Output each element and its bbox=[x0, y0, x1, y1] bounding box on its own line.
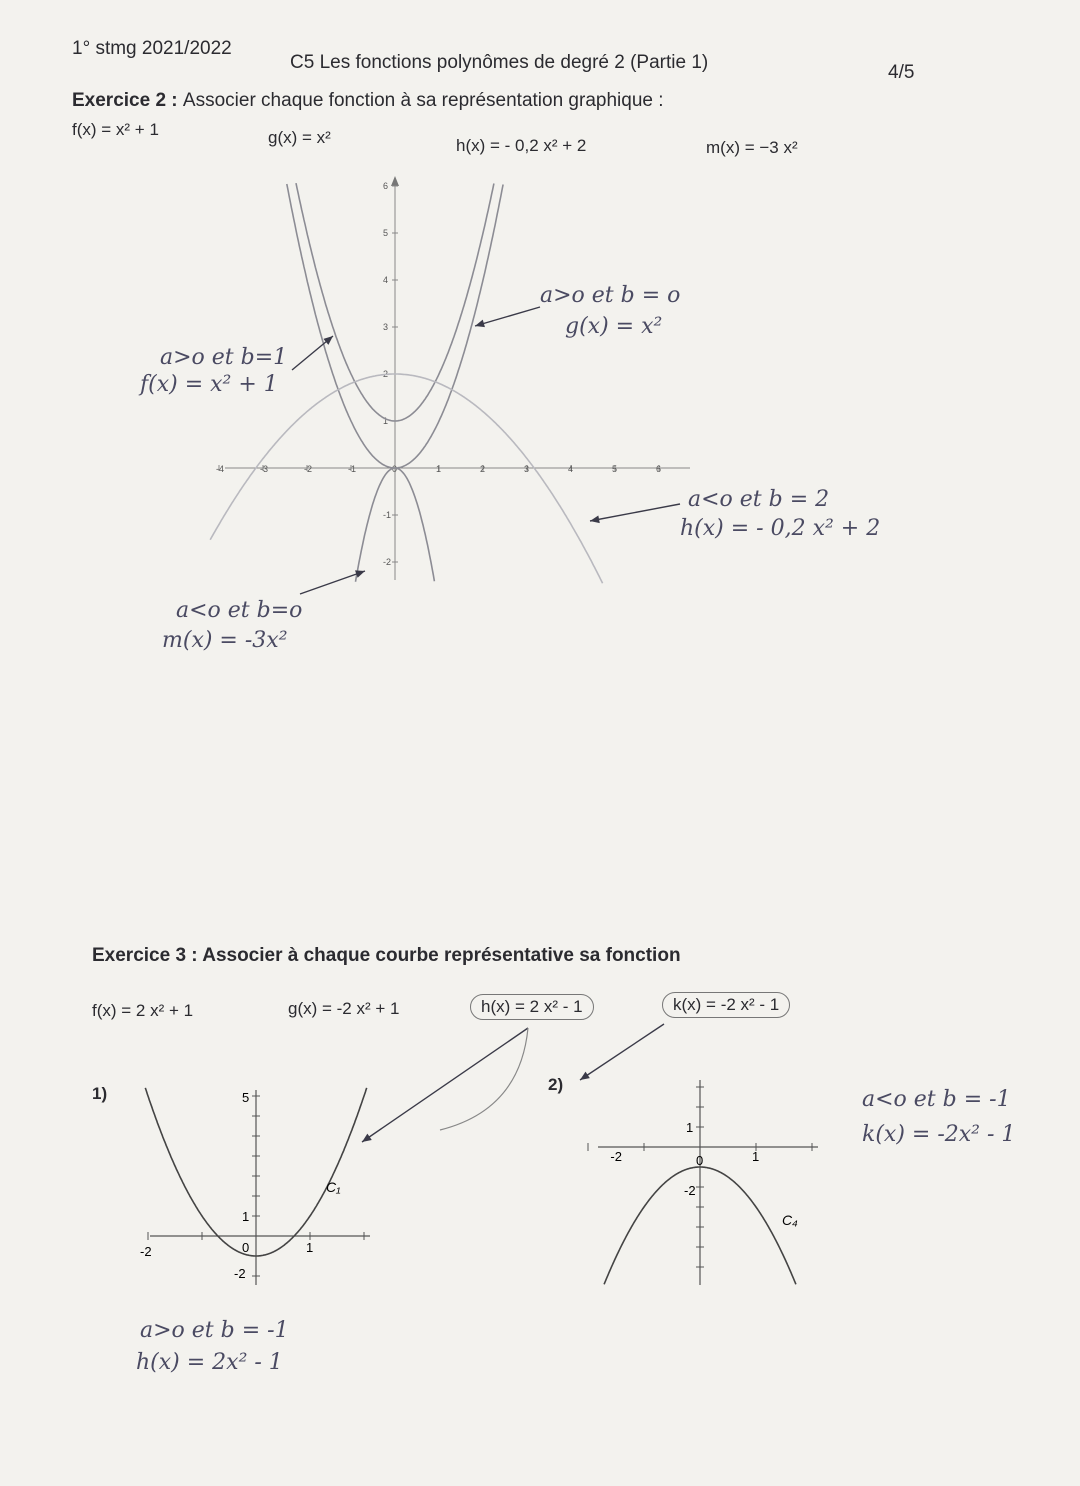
x-tick-label: -1 bbox=[348, 464, 357, 474]
ex3-function-g: g(x) = -2 x² + 1 bbox=[288, 999, 400, 1018]
ex2-function-h: h(x) = - 0,2 x² + 2 bbox=[456, 136, 587, 155]
arrow-k-to-graph2 bbox=[580, 1024, 664, 1080]
exercise3-instruction: Associer à chaque courbe représentative sa fonction bbox=[202, 945, 681, 966]
arrow-to-h-head bbox=[590, 515, 600, 523]
ex2-annot-f-cond: a>o et b=1 bbox=[160, 345, 288, 370]
ex3-graph2-label: 2) bbox=[548, 1075, 564, 1094]
exercise3-graphs bbox=[0, 1000, 1080, 1300]
ex3-annot2-cond: a<o et b = -1 bbox=[862, 1087, 1011, 1112]
arrow-to-m bbox=[300, 571, 365, 594]
x-tick-label: -4 bbox=[216, 464, 225, 474]
y-tick-label: 4 bbox=[383, 275, 389, 285]
y-tick-label: 2 bbox=[383, 369, 389, 379]
ex3-function-k: k(x) = -2 x² - 1 bbox=[662, 992, 790, 1018]
class-year: 1° stmg 2021/2022 bbox=[72, 38, 232, 59]
ex2-function-m: m(x) = −3 x² bbox=[706, 138, 798, 157]
g2-tick-x-pos: 1 bbox=[752, 1149, 760, 1164]
g2-tick-y-neg: -2 bbox=[684, 1183, 696, 1198]
chapter-title: C5 Les fonctions polynômes de degré 2 (Partie 1) bbox=[290, 52, 709, 73]
ex2-annot-h-cond: a<o et b = 2 bbox=[688, 487, 830, 512]
arrow-to-g-head bbox=[475, 320, 485, 327]
x-tick-label: 3 bbox=[524, 464, 530, 474]
ex2-annot-m-expr: m(x) = -3x² bbox=[162, 628, 288, 653]
y-tick-label: -1 bbox=[383, 510, 392, 520]
exercise2-instruction: Associer chaque fonction à sa représentation graphique : bbox=[182, 90, 664, 111]
arrow-h-to-graph1 bbox=[362, 1028, 528, 1142]
ex2-annot-m-cond: a<o et b=o bbox=[176, 598, 303, 623]
ex3-annot1-expr: h(x) = 2x² - 1 bbox=[136, 1350, 283, 1375]
x-tick-label: 5 bbox=[612, 464, 618, 474]
x-tick-label: 0 bbox=[392, 464, 398, 474]
y-axis-arrowhead bbox=[391, 176, 399, 186]
g2-curve-label: C₄ bbox=[782, 1212, 798, 1228]
ex2-annot-g-cond: a>o et b = o bbox=[540, 283, 681, 308]
x-tick-label: 2 bbox=[480, 464, 486, 474]
x-tick-label: 6 bbox=[656, 464, 662, 474]
ex2-annot-g-expr: g(x) = x² bbox=[565, 314, 663, 339]
y-tick-label: 6 bbox=[383, 181, 389, 191]
ex2-function-f: f(x) = x² + 1 bbox=[72, 120, 159, 139]
ex2-function-g: g(x) = x² bbox=[268, 128, 331, 147]
g1-tick-origin: 0 bbox=[242, 1240, 250, 1255]
ex3-function-f: f(x) = 2 x² + 1 bbox=[92, 1001, 194, 1020]
ex3-function-h: h(x) = 2 x² - 1 bbox=[470, 994, 594, 1020]
g1-tick-y-pos: 1 bbox=[242, 1209, 250, 1224]
exercise3-label: Exercice 3 : bbox=[92, 945, 203, 966]
y-tick-label: -2 bbox=[383, 557, 392, 567]
arrow-k-to-graph2-head bbox=[580, 1072, 590, 1080]
g1-curve-label: C₁ bbox=[326, 1179, 341, 1195]
ex2-annot-f-expr: f(x) = x² + 1 bbox=[140, 372, 278, 397]
arrow-h-to-graph1-head bbox=[362, 1134, 372, 1142]
ex3-graph1-label: 1) bbox=[92, 1084, 108, 1103]
exercise2-label: Exercice 2 : bbox=[72, 90, 183, 111]
page-number: 4/5 bbox=[888, 62, 915, 83]
y-tick-label: 1 bbox=[383, 416, 389, 426]
arrow-to-g bbox=[475, 307, 540, 326]
arrow-to-h bbox=[590, 504, 680, 521]
g2-tick-y-pos: 1 bbox=[686, 1120, 694, 1135]
ex3-annot2-expr: k(x) = -2x² - 1 bbox=[862, 1122, 1016, 1147]
g2-tick-origin: 0 bbox=[696, 1153, 704, 1168]
x-tick-label: 1 bbox=[436, 464, 442, 474]
y-tick-label: 5 bbox=[383, 228, 389, 238]
ex2-annot-h-expr: h(x) = - 0,2 x² + 2 bbox=[680, 516, 881, 541]
x-tick-label: 4 bbox=[568, 464, 574, 474]
g1-tick-x-neg: -2 bbox=[140, 1244, 152, 1259]
ex3-annot1-cond: a>o et b = -1 bbox=[140, 1318, 289, 1343]
exercise3-title bbox=[92, 945, 681, 967]
g1-tick-x-pos: 1 bbox=[306, 1240, 314, 1255]
g2-tick-x-neg: -2 bbox=[610, 1149, 622, 1164]
y-tick-label: 3 bbox=[383, 322, 389, 332]
g1-tick-y-neg: -2 bbox=[234, 1266, 246, 1281]
x-tick-label: -2 bbox=[304, 464, 313, 474]
g1-tick-y-top: 5 bbox=[242, 1090, 250, 1105]
x-tick-label: -3 bbox=[260, 464, 269, 474]
